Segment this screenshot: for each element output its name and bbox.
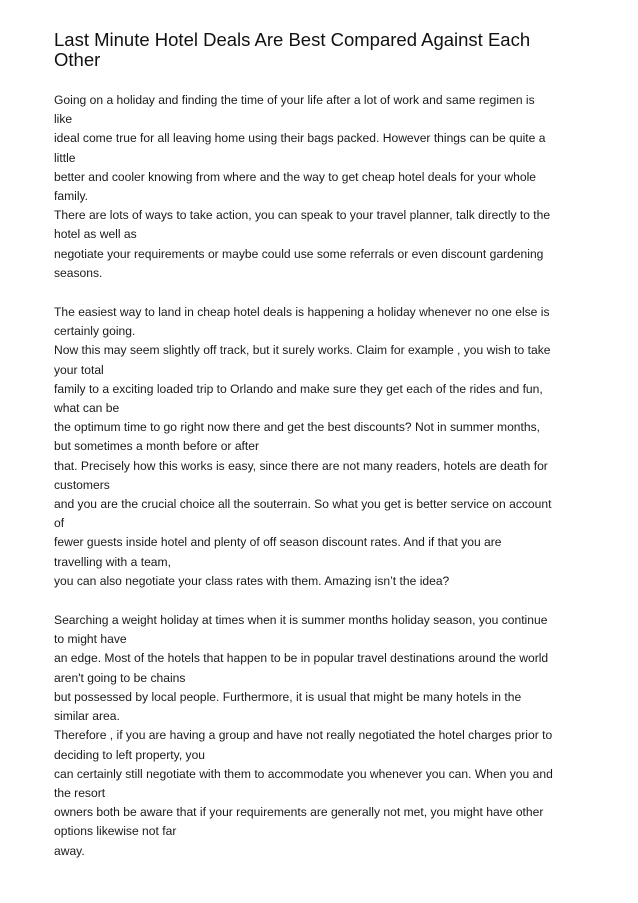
text-line: The easiest way to land in cheap hotel deals is happening a holiday whenever no one else is (54, 305, 550, 320)
text-line: similar area. (54, 709, 120, 724)
text-line: owners both be aware that if your requirements are generally not met, you might have other (54, 805, 544, 820)
title-line: Other (54, 49, 101, 70)
text-line: options likewise not far (54, 824, 177, 839)
text-line: family to a exciting loaded trip to Orlando and make sure they get each of the rides and fun, (54, 381, 543, 396)
title-line: Last Minute Hotel Deals Are Best Compared Against Each (54, 29, 531, 50)
paragraph-3 (54, 611, 594, 861)
text-line: negotiate your requirements or maybe could use some referrals or even discount gardening (54, 246, 544, 261)
text-line: Going on a holiday and finding the time of your life after a lot of work and same regimen is (54, 93, 535, 107)
text-line: customers (54, 477, 110, 492)
text-line: aren't going to be chains (54, 670, 186, 685)
text-line: fewer guests inside hotel and plenty of off season discount rates. And if that you are (54, 535, 502, 550)
document-page (54, 30, 594, 881)
text-line: hotel as well as (54, 227, 137, 242)
text-line: of (54, 516, 65, 531)
paragraph-2 (54, 303, 594, 591)
text-line: the optimum time to go right now there and get the best discounts? Not in summer months, (54, 420, 541, 435)
text-line: you can also negotiate your class rates with them. Amazing isn’t the idea? (54, 573, 450, 588)
text-line: away. (54, 843, 85, 858)
text-line: There are lots of ways to take action, you can speak to your travel planner, talk directly to the (54, 208, 551, 223)
text-line: certainly going. (54, 324, 136, 339)
text-line: Now this may seem slightly off track, but it surely works. Claim for example , you wish to take (54, 343, 551, 358)
text-line: ideal come true for all leaving home using their bags packed. However things can be quite a (54, 131, 546, 146)
text-line: your total (54, 362, 104, 377)
text-line: what can be (54, 401, 120, 416)
text-line: an edge. Most of the hotels that happen to be in popular travel destinations around the world (54, 651, 549, 666)
text-line: like (54, 112, 73, 127)
page-title (54, 30, 594, 70)
text-line: and you are the crucial choice all the souterrain. So what you get is better service on account (54, 497, 552, 512)
text-line: deciding to left property, you (54, 747, 206, 762)
text-line: the resort (54, 785, 106, 800)
text-line: but sometimes a month before or after (54, 439, 260, 454)
text-line: Searching a weight holiday at times when it is summer months holiday season, you continue (54, 613, 548, 628)
text-line: family. (54, 189, 89, 204)
text-line: can certainly still negotiate with them to accommodate you whenever you can. When you and (54, 766, 553, 781)
text-line: travelling with a team, (54, 554, 171, 569)
text-line: Therefore , if you are having a group and have not really negotiated the hotel charges prior to (54, 728, 553, 743)
text-line: better and cooler knowing from where and the way to get cheap hotel deals for your whole (54, 169, 537, 184)
text-line: that. Precisely how this works is easy, since there are not many readers, hotels are death for (54, 458, 548, 473)
text-line: seasons. (54, 265, 103, 280)
text-line: but possessed by local people. Furthermore, it is usual that might be many hotels in the (54, 689, 522, 704)
text-line: to might have (54, 632, 127, 647)
text-line: little (54, 150, 76, 165)
paragraph-1 (54, 91, 594, 283)
